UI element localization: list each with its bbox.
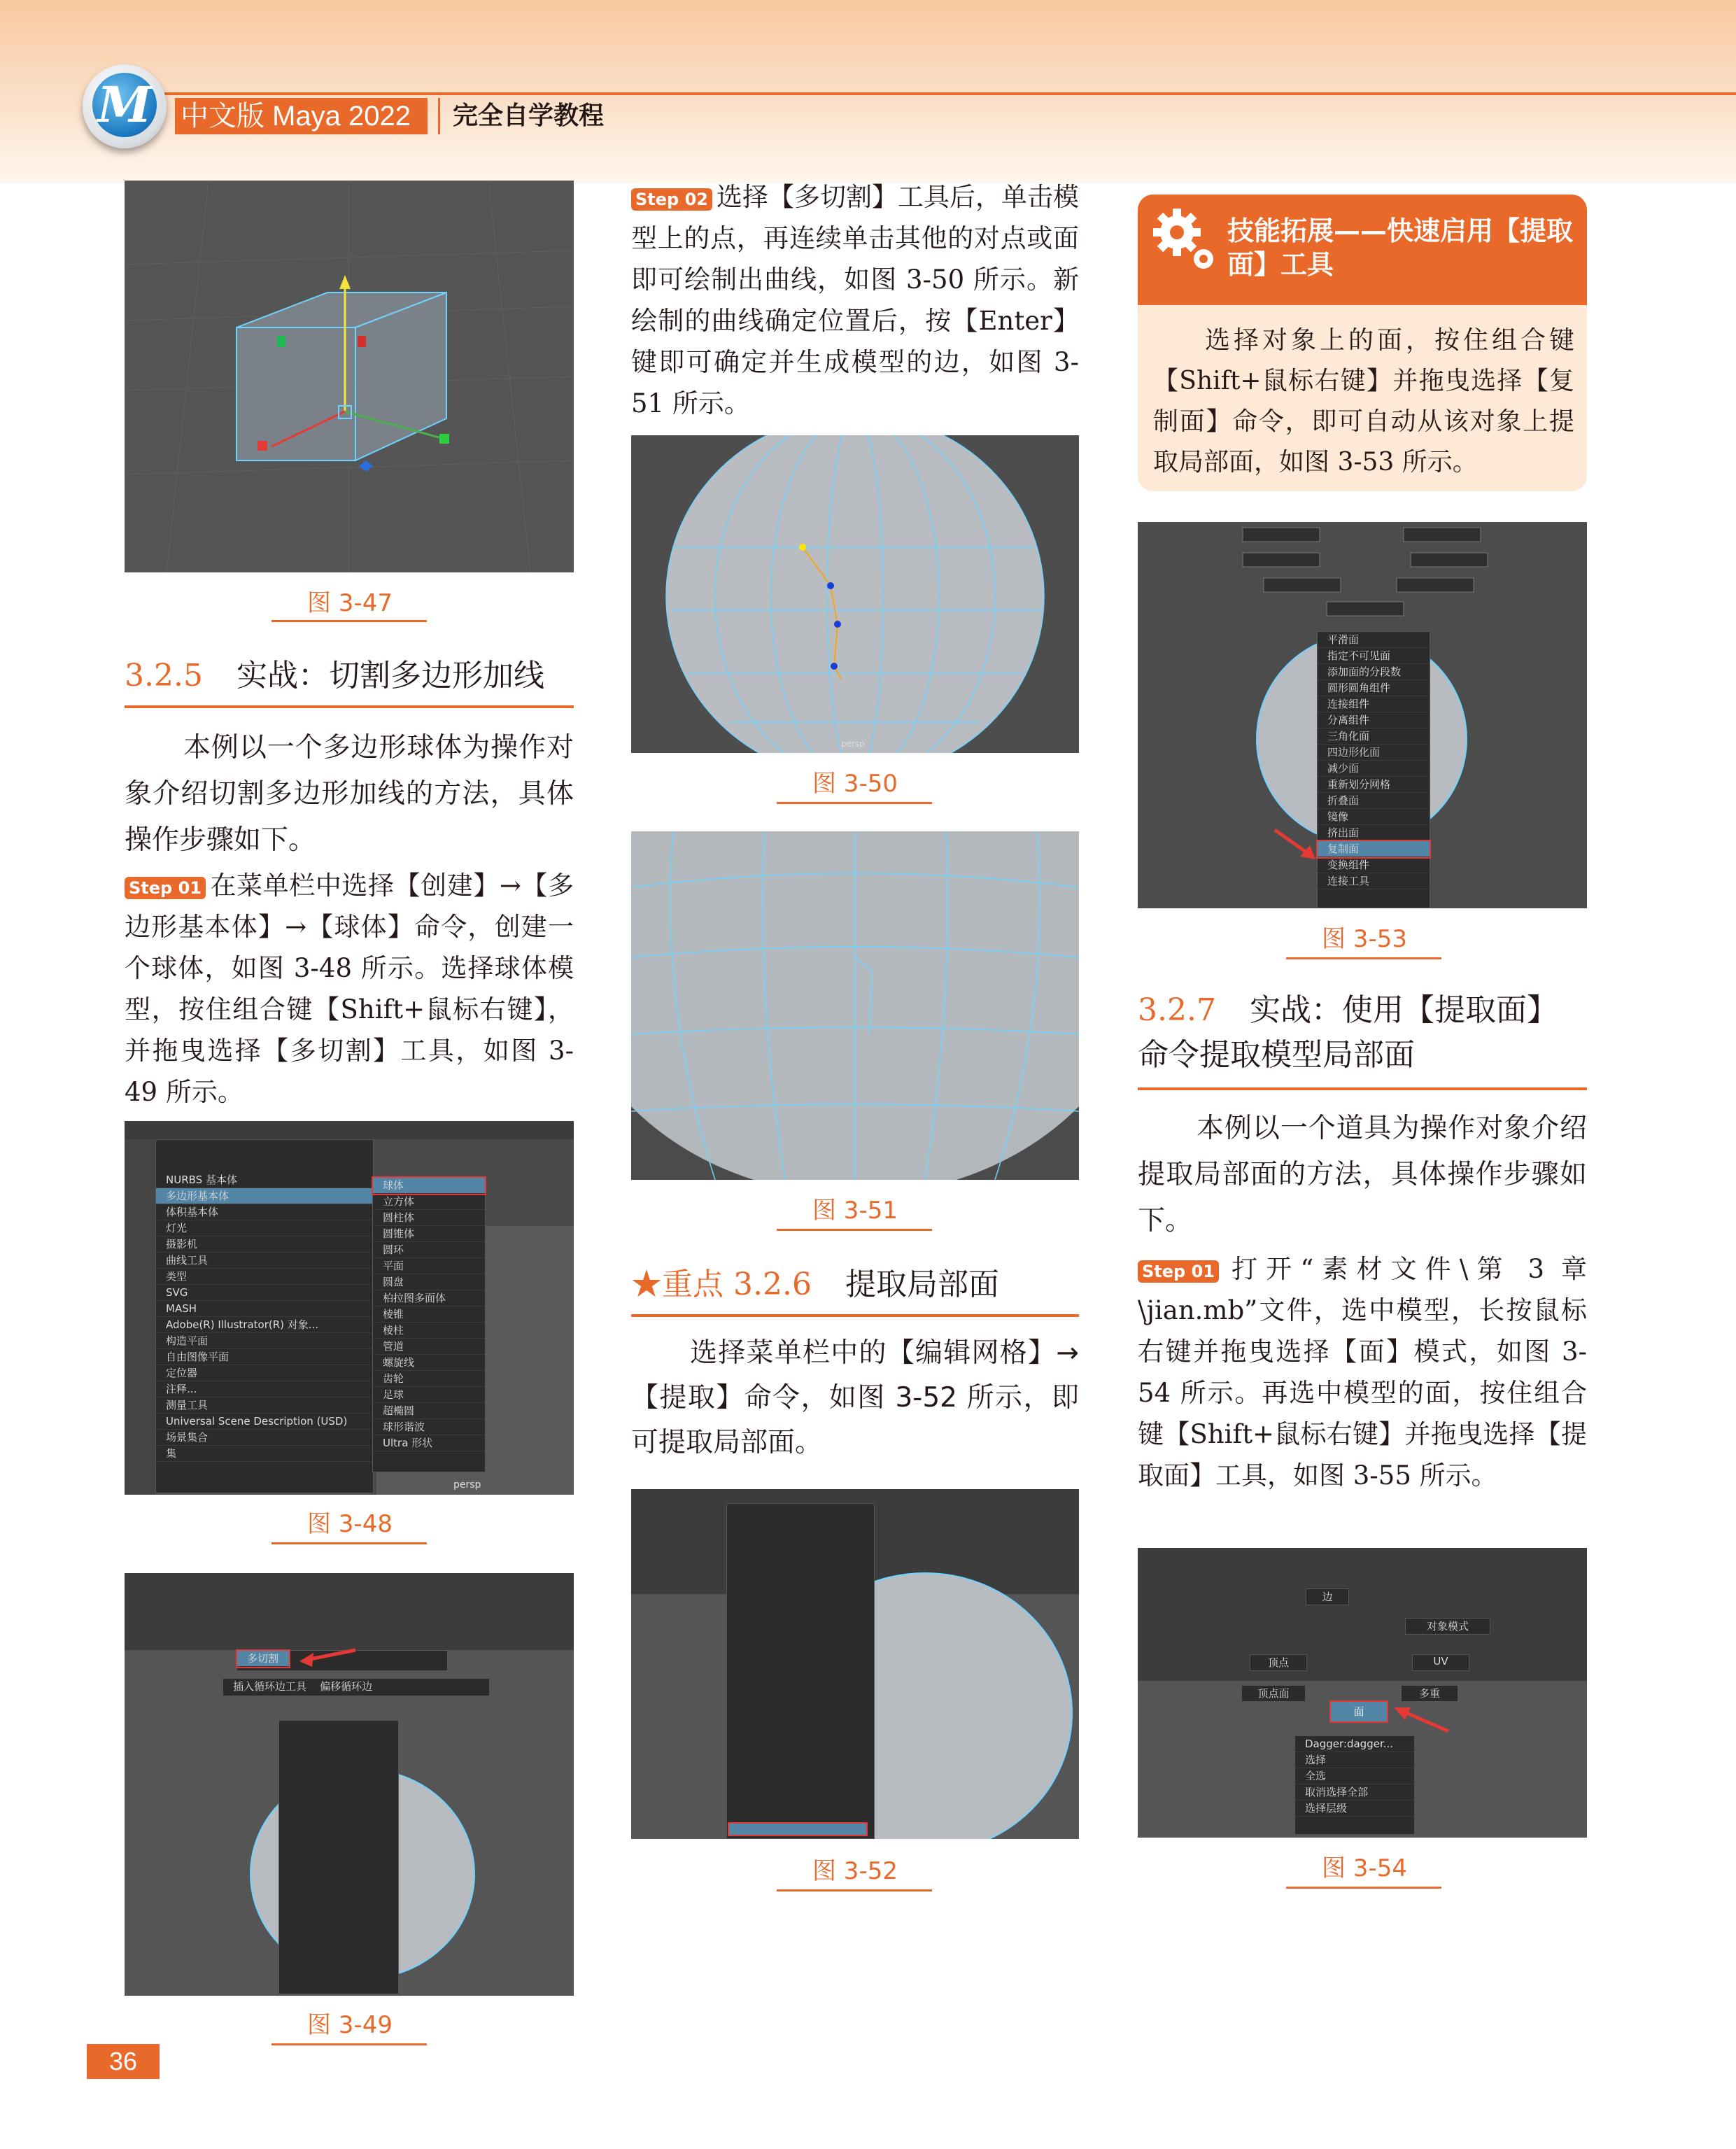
section-heading-327 [1138, 988, 1600, 1078]
submenu-item[interactable]: 平面 [373, 1258, 485, 1274]
section-title: 实战：切割多边形加线 [236, 658, 544, 693]
figure-3-49 [125, 1573, 574, 1996]
red-arrow [292, 1643, 362, 1671]
caption-3-47: 图 3-47 [307, 589, 393, 617]
step-badge: Step 02 [631, 188, 712, 211]
menu-item[interactable]: 连接工具 [1318, 873, 1430, 889]
step01-text: 在菜单栏中选择【创建】→【多边形基本体】→【球体】命令，创建一个球体，如图 3-48 所示。选择球体模型，按住组合键【Shift+鼠标右键】，并拖曳选择【多切割】工具，如图 3-49 所示。 [125, 871, 574, 1107]
mode-edge[interactable]: 边 [1306, 1588, 1349, 1605]
book-title: 中文版 Maya 2022 [175, 98, 428, 134]
section-title-line1 [1138, 988, 1600, 1033]
menu-item[interactable]: 定位器 [156, 1365, 373, 1381]
menu-item[interactable]: 变换组件 [1318, 857, 1430, 873]
section-title: 提取局部面 [845, 1267, 999, 1302]
logo-letter: M [92, 73, 157, 137]
menu-item[interactable]: 自由图像平面 [156, 1349, 373, 1365]
menu-item[interactable]: 添加面的分段数 [1318, 664, 1430, 680]
intro-paragraph [125, 725, 574, 864]
mode-uv[interactable]: UV [1412, 1654, 1469, 1671]
caption-rule [1286, 957, 1441, 959]
step02-text: 选择【多切割】工具后，单击模型上的点，再连续单击其他的对点或面即可绘制出曲线，如图 3-50 所示。新绘制的曲线确定位置后，按【Enter】键即可确定并生成模型的边，如图 3-51 所示。 [631, 182, 1079, 418]
menu-item[interactable]: 减少面 [1318, 761, 1430, 777]
menu-item[interactable]: 平滑面 [1318, 632, 1430, 648]
section-326-text: 选择菜单栏中的【编辑网格】→【提取】命令，如图 3-52 所示，即可提取局部面。 [631, 1337, 1079, 1458]
menu-item[interactable]: 挤出面 [1318, 825, 1430, 841]
menu-item[interactable]: 体积基本体 [156, 1204, 373, 1220]
submenu-item[interactable]: 管道 [373, 1339, 485, 1355]
figure-3-52 [631, 1489, 1079, 1839]
step-badge: Step 01 [1138, 1260, 1219, 1283]
menu-item[interactable]: 注释... [156, 1381, 373, 1397]
section-rule [631, 1314, 1079, 1317]
viewport-label: persp [841, 739, 865, 749]
submenu-item[interactable]: 圆柱体 [373, 1210, 485, 1226]
toolbar [1138, 1548, 1587, 1681]
submenu-item-sphere[interactable]: 球体 [373, 1178, 485, 1194]
step01-text: 打开“素材文件\第 3 章\jian.mb”文件，选中模型，长按鼠标右键并拖曳选择【面】模式，如图 3-54 所示。再选中模型的面，按住组合键【Shift+鼠标右键】并拖曳选择【提取面】工具，如图 3-55 所示。 [1138, 1254, 1587, 1491]
menu-item[interactable]: 三角化面 [1318, 728, 1430, 745]
menu-item[interactable]: 灯光 [156, 1220, 373, 1236]
gear-icon [1148, 203, 1225, 280]
menu-item[interactable]: 指定不可见面 [1318, 648, 1430, 664]
mode-vertex[interactable]: 顶点 [1250, 1654, 1307, 1671]
duplicate-face-item[interactable]: 复制面 [1318, 841, 1430, 857]
red-arrow [1390, 1703, 1453, 1738]
menu-item[interactable]: 选择 [1295, 1752, 1414, 1768]
caption-3-52: 图 3-52 [812, 1857, 898, 1885]
section-heading-326 [631, 1262, 1093, 1307]
section-number: 3.2.7 [1138, 992, 1216, 1028]
submenu-item[interactable]: 球形谐波 [373, 1419, 485, 1435]
multicut-menu-item[interactable]: 多切割 [237, 1651, 289, 1667]
intro-text: 本例以一个多边形球体为操作对象介绍切割多边形加线的方法，具体操作步骤如下。 [125, 732, 574, 856]
submenu-item[interactable]: 柏拉图多面体 [373, 1290, 485, 1306]
section-number: 3.2.6 [733, 1267, 812, 1302]
section-rule [125, 705, 574, 708]
menu-item[interactable]: Adobe(R) Illustrator(R) 对象... [156, 1317, 373, 1333]
caption-rule [271, 2043, 427, 2045]
section-327-intro-text: 本例以一个道具为操作对象介绍提取局部面的方法，具体操作步骤如下。 [1138, 1113, 1587, 1236]
menu-item[interactable]: 构造平面 [156, 1333, 373, 1349]
menu-item[interactable]: 取消选择全部 [1295, 1784, 1414, 1801]
menu-item[interactable]: 四边形化面 [1318, 745, 1430, 761]
menu-item[interactable]: 场景集合 [156, 1430, 373, 1446]
figure-3-48 [125, 1121, 574, 1495]
polygon-submenu[interactable] [372, 1177, 486, 1472]
submenu-item[interactable]: 圆环 [373, 1242, 485, 1258]
menu-item[interactable]: 类型 [156, 1269, 373, 1285]
offset-loop-item[interactable]: 偏移循环边 [320, 1680, 373, 1693]
submenu-item[interactable]: 齿轮 [373, 1371, 485, 1387]
menu-item[interactable]: 分离组件 [1318, 712, 1430, 728]
caption-rule [777, 802, 932, 804]
submenu-item[interactable]: 足球 [373, 1387, 485, 1403]
menu-item[interactable]: Dagger:dagger... [1295, 1736, 1414, 1752]
menu-item[interactable]: SVG [156, 1285, 373, 1301]
section-heading-325 [125, 654, 586, 698]
section-rule [1138, 1087, 1587, 1090]
submenu-item[interactable]: 圆盘 [373, 1274, 485, 1290]
mode-multi[interactable]: 多重 [1401, 1685, 1458, 1702]
section-prefix: ★重点 [631, 1267, 724, 1302]
menu-item[interactable]: 折叠面 [1318, 793, 1430, 809]
figure-3-47 [125, 181, 574, 572]
menu-item[interactable]: 重新划分网格 [1318, 777, 1430, 793]
caption-3-50: 图 3-50 [812, 770, 898, 798]
caption-3-48: 图 3-48 [307, 1510, 393, 1538]
menu-item[interactable]: 连接组件 [1318, 696, 1430, 712]
submenu-item[interactable]: 圆锥体 [373, 1226, 485, 1242]
section-number: 3.2.5 [125, 658, 203, 693]
menu-item[interactable]: 摄影机 [156, 1236, 373, 1253]
caption-rule [1286, 1887, 1441, 1889]
loop-menu[interactable] [223, 1678, 490, 1696]
caption-rule [271, 620, 427, 622]
mode-object[interactable]: 对象模式 [1405, 1618, 1490, 1635]
caption-rule [271, 1542, 427, 1544]
tip-title: 技能拓展——快速启用【提取面】工具 [1227, 216, 1574, 280]
header-rule [161, 92, 1736, 95]
page-number: 36 [87, 2044, 160, 2079]
section-327-step01 [1138, 1248, 1587, 1496]
submenu-item[interactable]: 立方体 [373, 1194, 485, 1210]
tip-body [1153, 320, 1574, 483]
caption-3-54: 图 3-54 [1322, 1854, 1407, 1882]
context-menu[interactable] [278, 1720, 399, 1994]
side-toolbar [125, 1139, 155, 1495]
menu-item[interactable]: 测量工具 [156, 1397, 373, 1414]
edit-mesh-menu[interactable] [726, 1503, 875, 1839]
tip-body-text: 选择对象上的面，按住组合键【Shift+鼠标右键】并拖曳选择【复制面】命令，即可自动从该对象上提取局部面，如图 3-53 所示。 [1153, 326, 1574, 477]
figure-3-53 [1138, 522, 1587, 908]
caption-rule [777, 1229, 932, 1231]
red-arrow [1268, 823, 1324, 865]
figure-3-51 [631, 831, 1079, 1180]
mode-vertex-face[interactable]: 顶点面 [1241, 1685, 1306, 1702]
submenu-item[interactable]: 螺旋线 [373, 1355, 485, 1371]
object-context-menu[interactable] [1294, 1735, 1415, 1835]
caption-3-51: 图 3-51 [812, 1197, 898, 1225]
figure-3-54 [1138, 1548, 1587, 1838]
submenu-item[interactable]: 超椭圆 [373, 1403, 485, 1419]
submenu-item[interactable]: 棱锥 [373, 1306, 485, 1323]
figure-3-50 [631, 435, 1079, 753]
section-326-body [631, 1331, 1079, 1465]
caption-3-49: 图 3-49 [307, 2011, 393, 2039]
menu-item[interactable]: 全选 [1295, 1768, 1414, 1784]
cube-viewport [125, 181, 574, 572]
sphere-multicut-viewport [631, 435, 1079, 753]
book-subtitle: 完全自学教程 [438, 98, 616, 134]
menu-item-polygon[interactable]: 多边形基本体 [156, 1188, 373, 1204]
menu-item[interactable]: NURBS 基本体 [156, 1172, 373, 1188]
extract-menu-item[interactable] [729, 1824, 866, 1835]
section-title-line2: 命令提取模型局部面 [1138, 1037, 1415, 1073]
sphere-closeup-viewport [631, 831, 1079, 1180]
menu-item[interactable]: MASH [156, 1301, 373, 1317]
caption-3-53: 图 3-53 [1322, 925, 1407, 953]
caption-rule [777, 1889, 932, 1891]
create-menu[interactable] [155, 1139, 374, 1493]
toolbar [125, 1573, 574, 1650]
step01-paragraph [125, 865, 574, 1113]
section-title-a: 实战：使用【提取面】 [1249, 992, 1558, 1028]
header-band [0, 0, 1736, 183]
viewport-label: persp [453, 1479, 481, 1491]
menu-item[interactable]: 集 [156, 1446, 373, 1462]
section-327-intro [1138, 1106, 1587, 1244]
submenu-item[interactable]: 棱柱 [373, 1323, 485, 1339]
mode-face[interactable]: 面 [1331, 1702, 1387, 1721]
menu-item[interactable]: 镜像 [1318, 809, 1430, 825]
step02-paragraph [631, 176, 1079, 424]
insert-loop-item[interactable]: 插入循环边工具 [233, 1680, 307, 1693]
step-badge: Step 01 [125, 877, 206, 899]
submenu-item[interactable]: Ultra 形状 [373, 1435, 485, 1451]
menu-item[interactable]: 圆形圆角组件 [1318, 680, 1430, 696]
menu-item[interactable]: 选择层级 [1295, 1801, 1414, 1817]
menu-item[interactable]: 曲线工具 [156, 1253, 373, 1269]
menu-bar [125, 1121, 574, 1139]
face-context-menu[interactable] [1317, 631, 1430, 908]
menu-item[interactable]: Universal Scene Description (USD) [156, 1414, 373, 1430]
